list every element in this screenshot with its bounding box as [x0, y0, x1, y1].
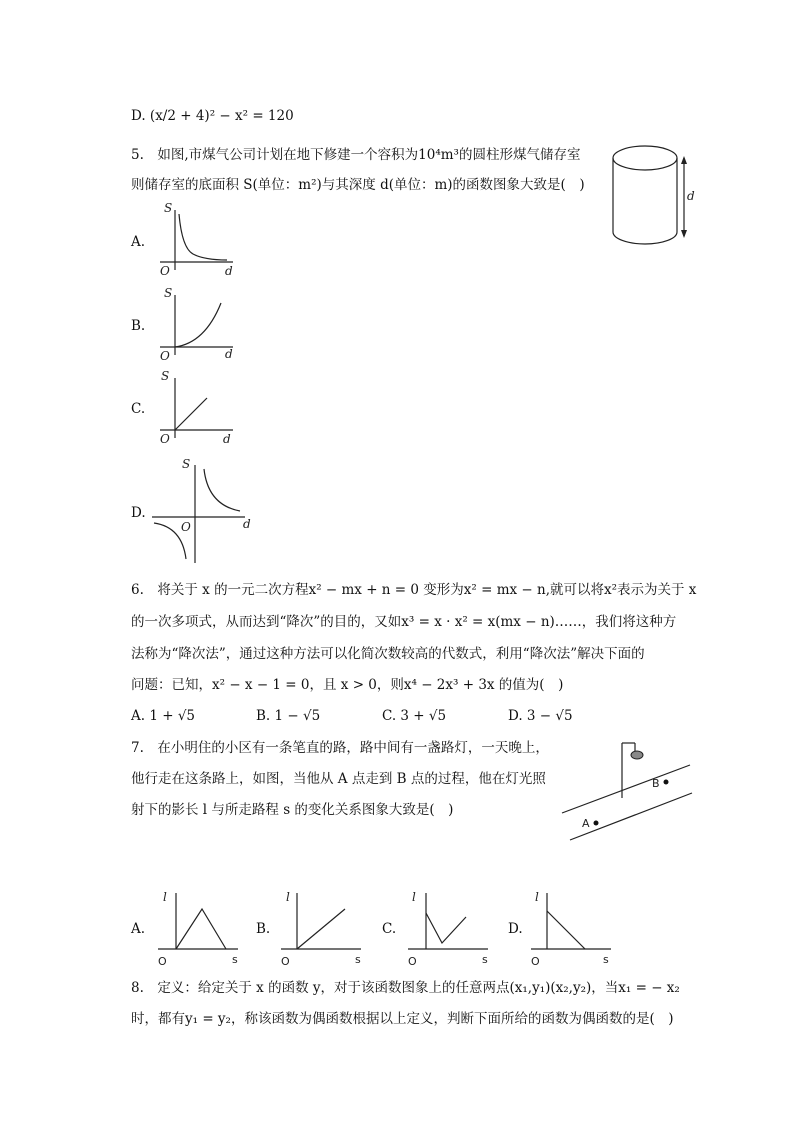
- q7c-s-label: s: [482, 953, 488, 966]
- q7-street-lamp-figure: [560, 735, 700, 850]
- q5a-origin-label: O: [160, 264, 170, 278]
- q5-graph-c: [155, 368, 245, 448]
- q5-line-1: 5. 如图,市煤气公司计划在地下修建一个容积为10⁴m³的圆柱形煤气储存室: [131, 147, 581, 163]
- q5c-d-label: d: [223, 432, 231, 446]
- q5-option-b: B.: [131, 318, 146, 334]
- q6-line-2: 的一次多项式，从而达到“降次”的目的，又如x³ = x · x² = x(mx − n)……，我们将这种方: [131, 614, 677, 630]
- q6-option-c: C. 3 + √5: [382, 708, 447, 724]
- q8-line-2: 时，都有y₁ = y₂，称该函数为偶函数根据以上定义，判断下面所给的函数为偶函数的是( ): [131, 1011, 674, 1027]
- q5-option-c: C.: [131, 401, 146, 417]
- q6-option-b: B. 1 − √5: [256, 708, 321, 724]
- q5-option-d: D.: [131, 505, 146, 521]
- q5d-s-label: S: [182, 457, 191, 471]
- q6-line-1: 6. 将关于 x 的一元二次方程x² − mx + n = 0 变形为x² = mx − n,就可以将x²表示为关于 x: [131, 582, 697, 598]
- q7-graph-a: [150, 885, 245, 968]
- q5d-origin-label: O: [181, 520, 191, 534]
- q7-point-a-label: A: [582, 817, 590, 830]
- q5c-s-label: S: [161, 369, 170, 383]
- q7c-origin-label: O: [408, 955, 417, 968]
- q7b-l-label: l: [286, 890, 290, 904]
- q7a-s-label: s: [232, 953, 238, 966]
- q5b-s-label: S: [164, 286, 173, 300]
- q7-option-b: B.: [256, 921, 271, 937]
- q7-graph-d: [525, 885, 620, 968]
- q7b-s-label: s: [355, 953, 361, 966]
- q5-graph-b: [155, 285, 245, 365]
- q7-point-b-label: B: [652, 777, 660, 790]
- q7d-origin-label: O: [531, 955, 540, 968]
- q5a-d-label: d: [225, 264, 233, 278]
- q5a-s-label: S: [164, 201, 173, 215]
- q5-graph-a: [155, 200, 245, 280]
- q4-option-d: D. (x/2 + 4)² − x² = 120: [131, 108, 294, 124]
- q7a-origin-label: O: [158, 955, 167, 968]
- q6-line-4: 问题：已知，x² − x − 1 = 0，且 x > 0，则x⁴ − 2x³ + 3x 的值为( ): [131, 677, 564, 693]
- q7d-s-label: s: [603, 953, 609, 966]
- q5d-d-label: d: [243, 517, 251, 531]
- q7-line-1: 7. 在小明住的小区有一条笔直的路，路中间有一盏路灯，一天晚上，: [131, 740, 549, 756]
- q7-line-3: 射下的影长 l 与所走路程 s 的变化关系图象大致是( ): [131, 802, 454, 818]
- q7-graph-c: [400, 885, 495, 968]
- cylinder-depth-label: d: [687, 189, 695, 203]
- q7-graph-b: [275, 885, 370, 968]
- q6-option-d: D. 3 − √5: [508, 708, 573, 724]
- q5b-origin-label: O: [160, 349, 170, 363]
- q7d-l-label: l: [535, 890, 539, 904]
- q5-cylinder-figure: [605, 140, 700, 250]
- q7b-origin-label: O: [281, 955, 290, 968]
- q7-line-2: 他行走在这条路上，如图，当他从 A 点走到 B 点的过程，他在灯光照: [131, 771, 546, 787]
- q8-line-1: 8. 定义：给定关于 x 的函数 y，对于该函数图象上的任意两点(x₁,y₁)(x₂,y₂)，当x₁ = − x₂: [131, 980, 680, 996]
- q6-option-a: A. 1 + √5: [131, 708, 196, 724]
- q7a-l-label: l: [163, 890, 167, 904]
- q7c-l-label: l: [412, 890, 416, 904]
- q5b-d-label: d: [225, 347, 233, 361]
- q5c-origin-label: O: [160, 432, 170, 446]
- q6-line-3: 法称为“降次法”，通过这种方法可以化简次数较高的代数式，利用“降次法”解决下面的: [131, 646, 645, 662]
- q7-option-d: D.: [508, 921, 523, 937]
- q5-line-2: 则储存室的底面积 S(单位：m²)与其深度 d(单位：m)的函数图象大致是( ): [131, 177, 585, 193]
- q5-graph-d: [150, 455, 260, 567]
- q5-option-a: A.: [131, 234, 146, 250]
- q7-option-a: A.: [131, 921, 146, 937]
- q7-option-c: C.: [382, 921, 397, 937]
